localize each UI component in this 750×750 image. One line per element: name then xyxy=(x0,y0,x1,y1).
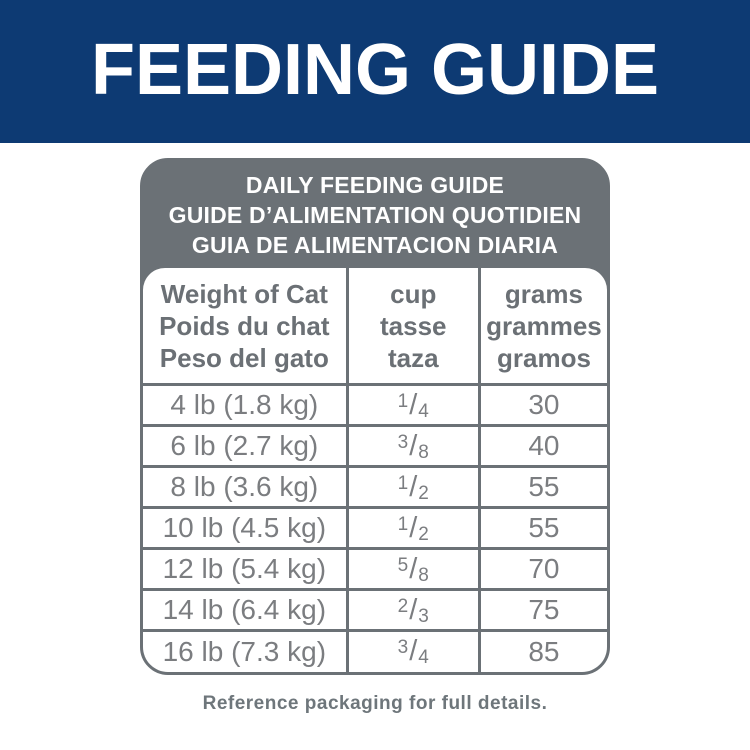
column-header-line: Peso del gato xyxy=(159,343,329,373)
weight-cell: 8 lb (3.6 kg) xyxy=(143,467,347,508)
column-header-line: gramos xyxy=(496,343,591,373)
column-header-grams xyxy=(479,268,607,385)
column-header-line: grammes xyxy=(486,311,602,341)
cup-fraction: $^5/_8$ xyxy=(397,552,429,586)
column-header-line: grams xyxy=(504,279,583,309)
column-header-weight xyxy=(143,268,347,385)
table-body xyxy=(143,385,607,672)
column-header-line: taza xyxy=(387,343,439,373)
table-row xyxy=(143,549,607,590)
feeding-guide-banner xyxy=(0,0,750,143)
cup-fraction: $^1/_2$ xyxy=(397,511,429,545)
table-row xyxy=(143,590,607,631)
header-line-french: GUIDE D’ALIMENTATION QUOTIDIEN xyxy=(168,201,582,228)
table-row xyxy=(143,467,607,508)
column-header-line: cup xyxy=(390,279,437,309)
weight-cell: 6 lb (2.7 kg) xyxy=(143,426,347,467)
column-header-line: tasse xyxy=(380,311,447,341)
grams-cell: 30 xyxy=(479,385,607,426)
daily-feeding-guide-header xyxy=(143,161,607,268)
grams-cell: 85 xyxy=(479,631,607,672)
cup-cell xyxy=(347,549,479,590)
cup-cell xyxy=(347,590,479,631)
feeding-guide-card xyxy=(140,158,610,675)
column-header-line: Poids du chat xyxy=(159,311,330,341)
weight-cell: 14 lb (6.4 kg) xyxy=(143,590,347,631)
grams-cell: 55 xyxy=(479,508,607,549)
grams-cell: 70 xyxy=(479,549,607,590)
weight-cell: 16 lb (7.3 kg) xyxy=(143,631,347,672)
table-header-row xyxy=(143,268,607,385)
cup-cell xyxy=(347,508,479,549)
cup-fraction: $^3/_4$ xyxy=(397,635,429,669)
banner-title: FEEDING GUIDE xyxy=(90,29,660,110)
header-line-english: DAILY FEEDING GUIDE xyxy=(245,171,505,198)
grams-cell: 75 xyxy=(479,590,607,631)
cup-cell xyxy=(347,631,479,672)
cup-cell xyxy=(347,426,479,467)
cup-cell xyxy=(347,467,479,508)
table-row xyxy=(143,385,607,426)
weight-cell: 12 lb (5.4 kg) xyxy=(143,549,347,590)
footnote: Reference packaging for full details. xyxy=(202,692,548,714)
column-header-line: Weight of Cat xyxy=(160,279,328,309)
feeding-table xyxy=(143,268,607,672)
column-header-cup xyxy=(347,268,479,385)
table-row xyxy=(143,508,607,549)
grams-cell: 40 xyxy=(479,426,607,467)
grams-cell: 55 xyxy=(479,467,607,508)
cup-fraction: $^2/_3$ xyxy=(397,593,429,627)
weight-cell: 10 lb (4.5 kg) xyxy=(143,508,347,549)
header-line-spanish: GUIA DE ALIMENTACION DIARIA xyxy=(191,231,559,258)
cup-fraction: $^1/_2$ xyxy=(397,470,429,504)
cup-fraction: $^3/_8$ xyxy=(397,429,429,463)
cup-fraction: $^1/_4$ xyxy=(397,388,429,422)
cup-cell xyxy=(347,385,479,426)
table-row xyxy=(143,426,607,467)
table-row xyxy=(143,631,607,672)
weight-cell: 4 lb (1.8 kg) xyxy=(143,385,347,426)
feeding-table-area xyxy=(143,268,607,672)
